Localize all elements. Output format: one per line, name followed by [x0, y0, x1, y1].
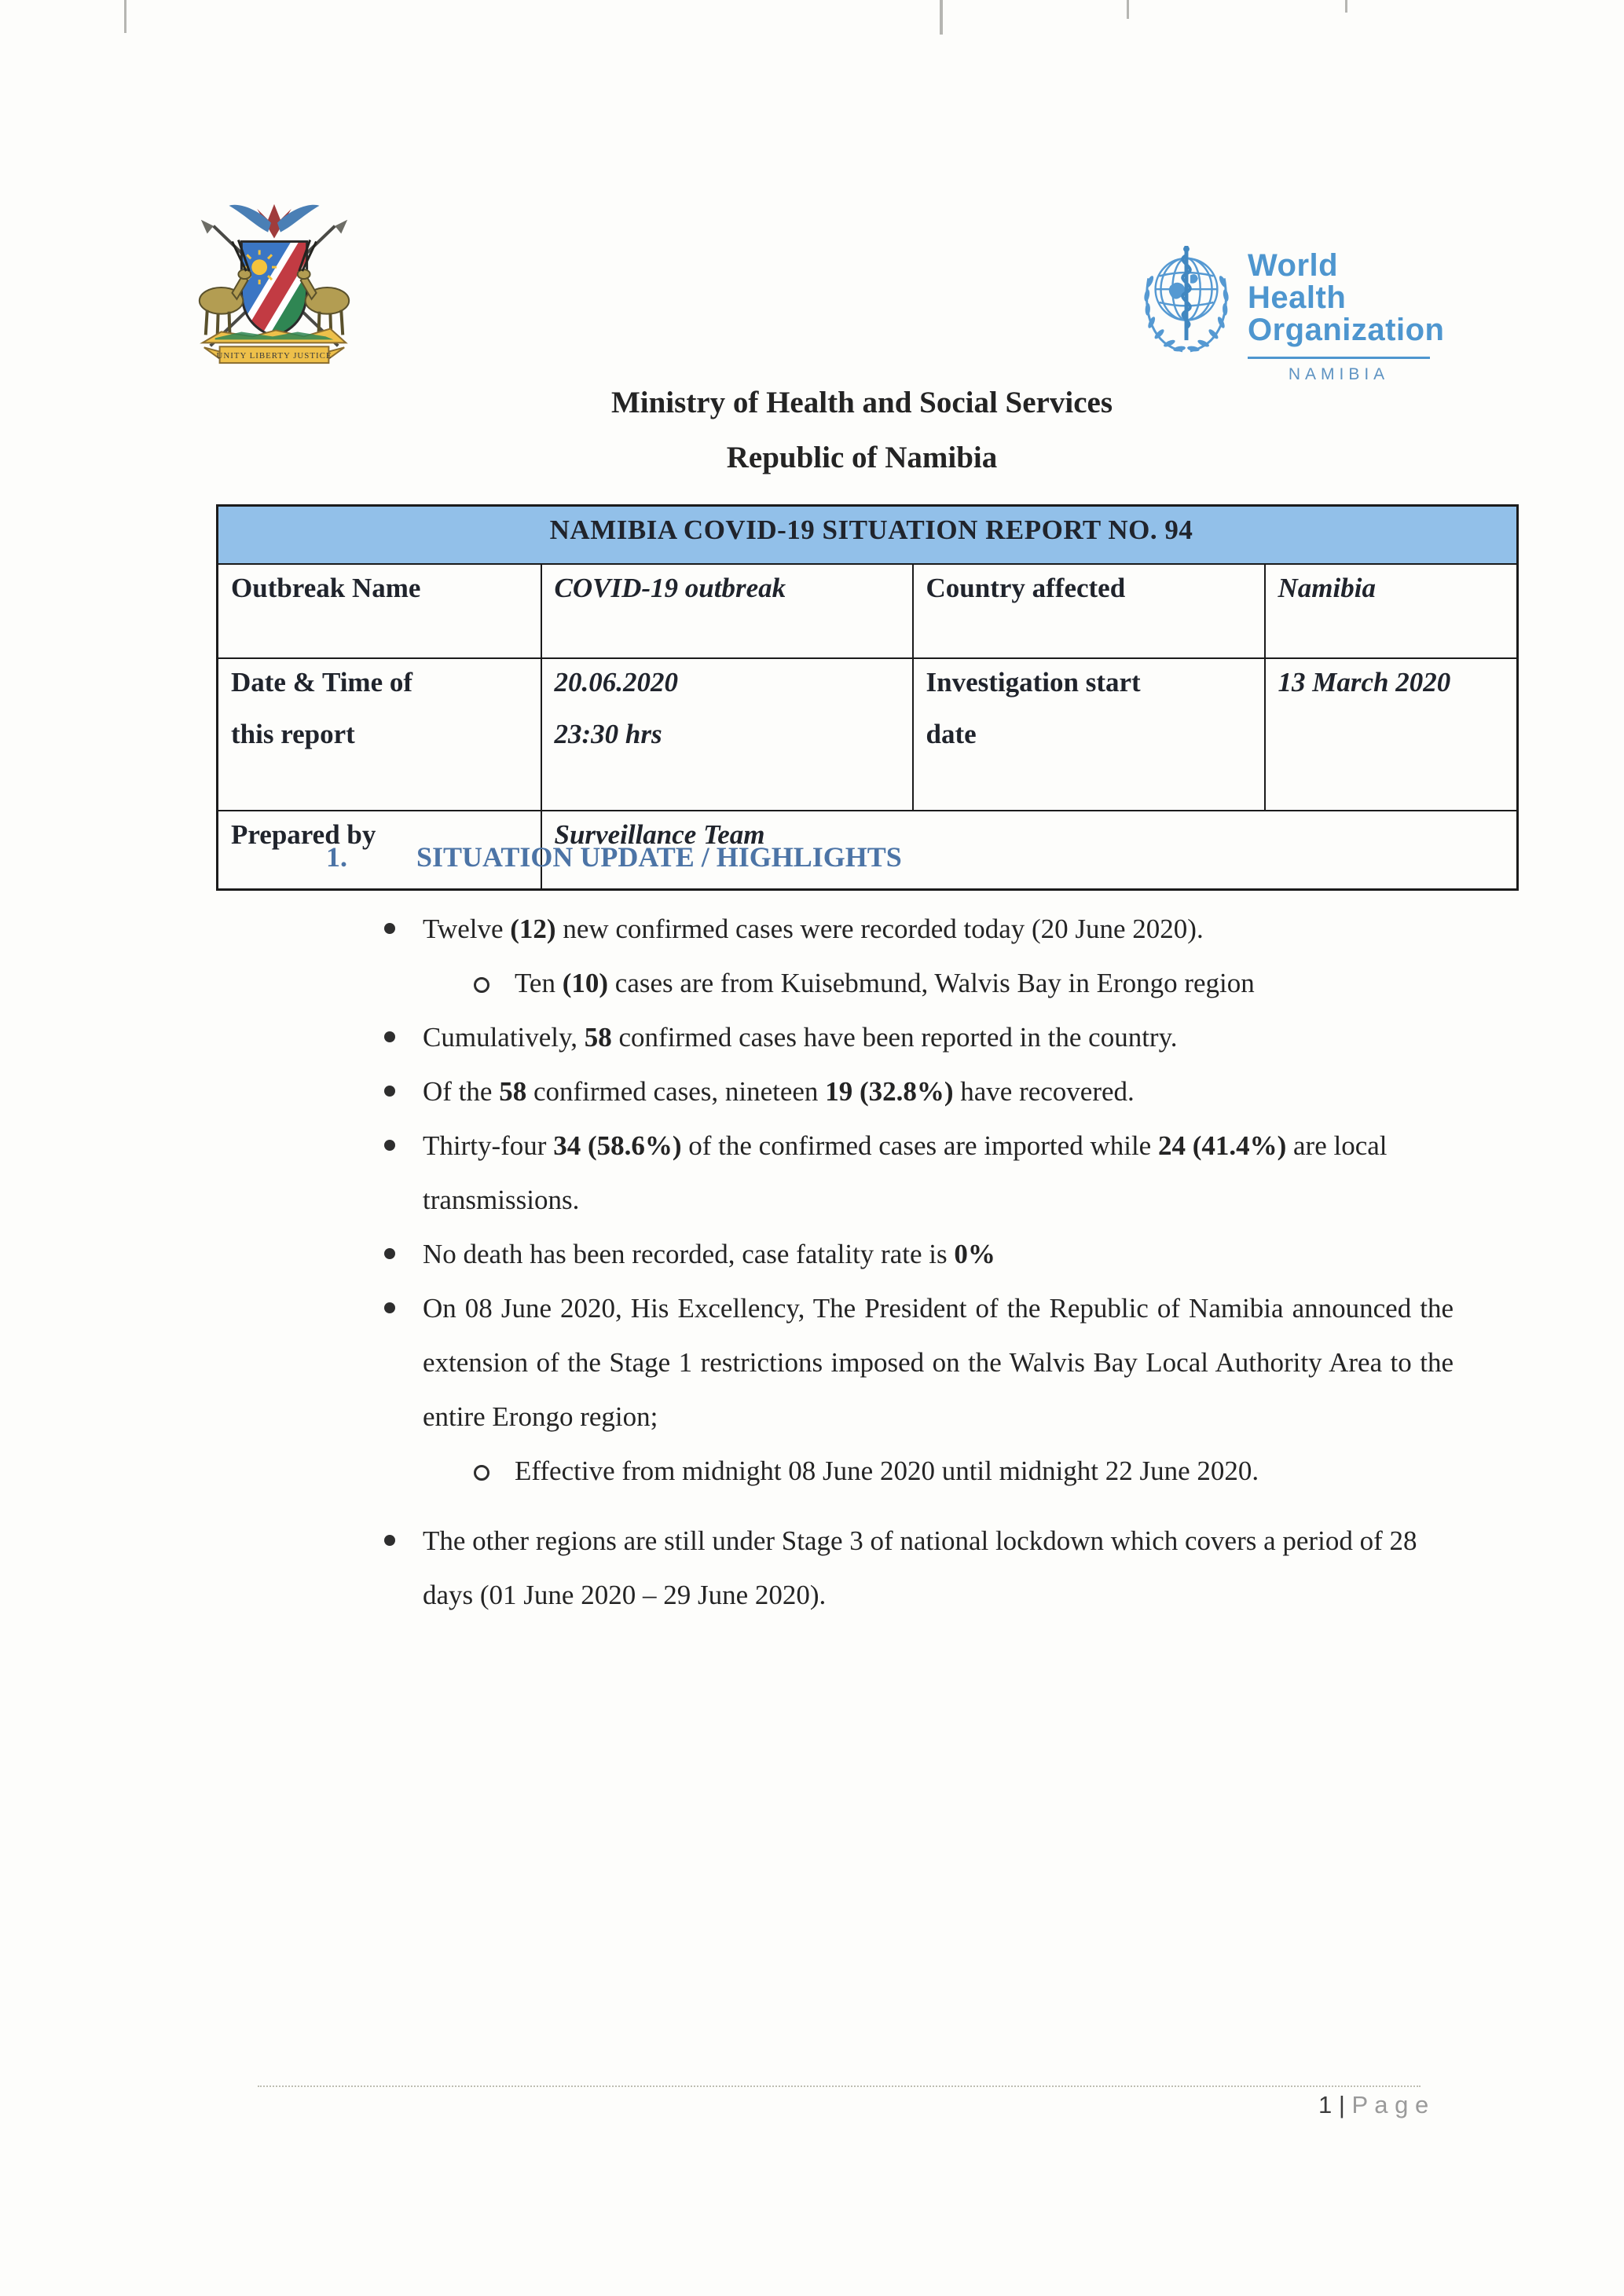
oryx-icon: [298, 240, 349, 336]
ministry-title: Ministry of Health and Social Services: [610, 386, 1113, 419]
bullet-text: No death has been recorded, case fatality rate is 0%: [423, 1239, 995, 1269]
who-country-label: NAMIBIA: [1288, 365, 1390, 383]
page-number: 1: [1318, 2091, 1333, 2118]
scan-artifact: [1127, 0, 1129, 19]
scan-artifact: [1345, 0, 1347, 13]
filled-bullet-icon: [384, 1248, 395, 1259]
section-title: SITUATION UPDATE / HIGHLIGHTS: [416, 841, 902, 873]
bullet-item: [382, 902, 1454, 956]
bullet-item: [382, 1281, 1454, 1444]
section-heading: [326, 840, 902, 873]
filled-bullet-icon: [384, 1031, 395, 1042]
highlights-list: [382, 902, 1454, 1622]
report-title: NAMIBIA COVID-19 SITUATION REPORT NO. 94: [218, 506, 1518, 565]
bullet-text: Twelve (12) new confirmed cases were recorded today (20 June 2020).: [423, 914, 1204, 944]
investigation-start-label: [913, 658, 1265, 811]
who-name-line2: Organization: [1248, 313, 1445, 347]
section-number: 1.: [326, 841, 347, 873]
filled-bullet-icon: [384, 923, 395, 934]
bullet-text: On 08 June 2020, His Excellency, The President of the Republic of Namibia announced the extension of the Stage 1 restrictions imposed on the Walvis Bay Local Authority Area to the entire Erongo region;: [423, 1293, 1454, 1432]
report-info-table: [216, 504, 1519, 891]
filled-bullet-icon: [384, 1140, 395, 1151]
open-bullet-icon: [474, 1465, 489, 1481]
report-datetime-value: [541, 658, 913, 811]
who-logo: [1136, 240, 1445, 384]
bullet-text: Ten (10) cases are from Kuisebmund, Walvis Bay in Erongo region: [515, 968, 1255, 998]
bullet-text: Effective from midnight 08 June 2020 until midnight 22 June 2020.: [515, 1456, 1259, 1486]
sub-bullet-item: [382, 956, 1454, 1010]
outbreak-name-label: Outbreak Name: [218, 564, 541, 658]
label-line: date: [926, 719, 977, 749]
scan-artifact: [940, 0, 943, 35]
value-line: 20.06.2020: [554, 667, 678, 698]
footer-separator: |: [1332, 2091, 1352, 2118]
who-emblem-icon: [1136, 240, 1237, 358]
document-header: [102, 386, 1622, 475]
bullet-item: [382, 1514, 1454, 1622]
country-affected-value: Namibia: [1265, 564, 1518, 658]
page-number-footer: [1318, 2091, 1428, 2119]
who-name-line1: World Health: [1248, 248, 1347, 315]
investigation-start-value: 13 March 2020: [1265, 658, 1518, 811]
bullet-text: The other regions are still under Stage 3 of national lockdown which covers a period of 28 days (01 June 2020 – 29 June 2020).: [423, 1525, 1417, 1610]
bullet-text: Cumulatively, 58 confirmed cases have been reported in the country.: [423, 1022, 1178, 1053]
footer-rule: [258, 2085, 1421, 2087]
coat-of-arms-motto: UNITY LIBERTY JUSTICE: [216, 351, 332, 361]
bullet-item: [382, 1227, 1454, 1281]
republic-title: Republic of Namibia: [726, 440, 998, 474]
fish-eagle-icon: [229, 204, 320, 239]
bullet-text: Of the 58 confirmed cases, nineteen 19 (32.8%) have recovered.: [423, 1076, 1135, 1107]
namibia-coat-of-arms: [179, 193, 369, 372]
open-bullet-icon: [474, 977, 489, 993]
label-line: Date & Time of: [231, 667, 413, 698]
prepared-by-value: Surveillance Team: [541, 811, 1518, 890]
oryx-icon: [200, 240, 251, 336]
page-label: P a g e: [1351, 2091, 1429, 2118]
scan-artifact: [124, 0, 126, 33]
country-affected-label: Country affected: [913, 564, 1265, 658]
bullet-item: [382, 1010, 1454, 1064]
filled-bullet-icon: [384, 1086, 395, 1097]
sub-bullet-item: [382, 1444, 1454, 1498]
label-line: this report: [231, 719, 355, 749]
bullet-text: Thirty-four 34 (58.6%) of the confirmed cases are imported while 24 (41.4%) are local transmissions.: [423, 1130, 1388, 1215]
value-line: 23:30 hrs: [554, 719, 662, 749]
bullet-item: [382, 1064, 1454, 1119]
filled-bullet-icon: [384, 1535, 395, 1546]
outbreak-name-value: COVID-19 outbreak: [541, 564, 913, 658]
prepared-by-label: Prepared by: [218, 811, 541, 890]
who-rule: [1248, 357, 1430, 359]
bullet-item: [382, 1119, 1454, 1227]
report-datetime-label: [218, 658, 541, 811]
label-line: Investigation start: [926, 667, 1141, 698]
filled-bullet-icon: [384, 1302, 395, 1313]
